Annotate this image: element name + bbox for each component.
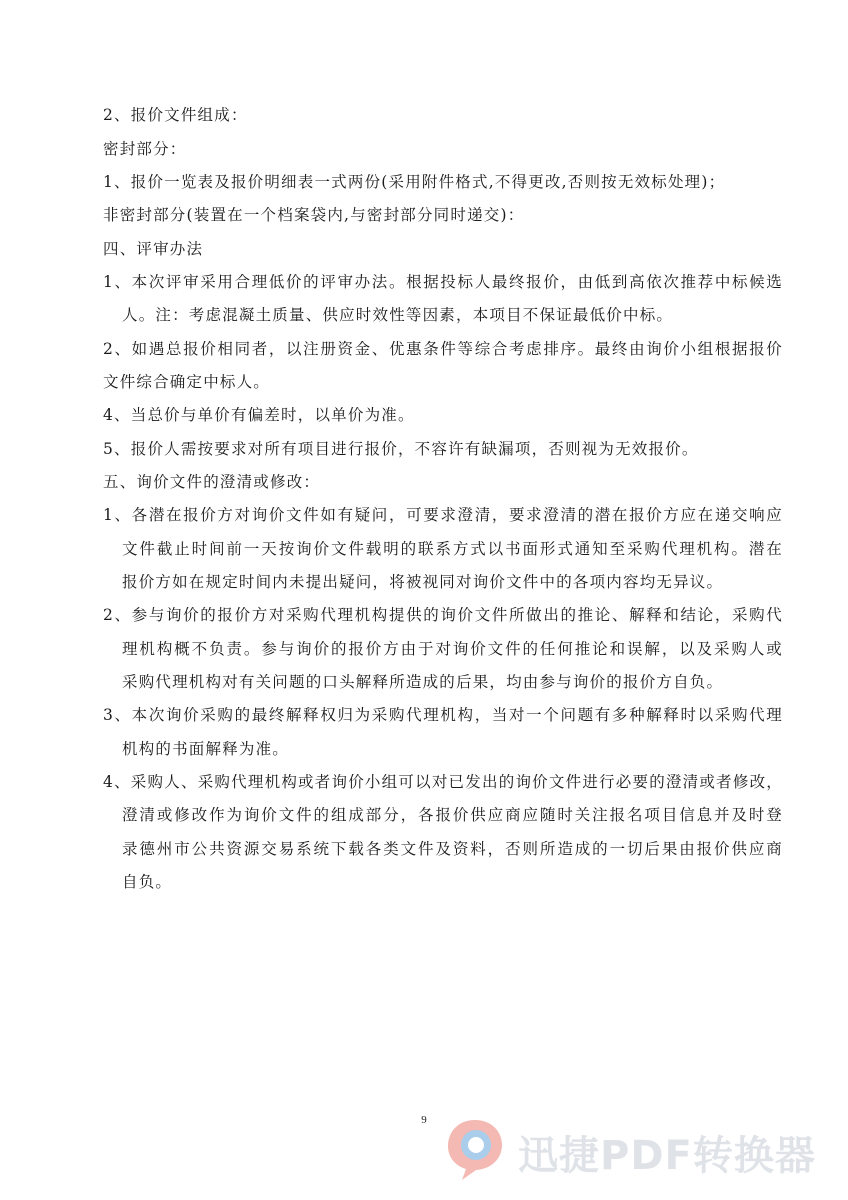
text-line: 1、本次评审采用合理低价的评审办法。根据投标人最终报价，由低到高依次推荐中标候选 [103,273,783,291]
text-line: 非密封部分(装置在一个档案袋内,与密封部分同时递交)： [103,206,525,224]
watermark [440,1114,840,1184]
text-line: 密封部分： [103,140,187,158]
xunjie-logo-icon [440,1114,510,1184]
text-line: 5、报价人需按要求对所有项目进行报价，不容许有缺漏项，否则视为无效报价。 [103,440,699,458]
text-line: 澄清或修改作为询价文件的组成部分，各报价供应商应随时关注报名项目信息并及时登 [122,806,783,824]
text-line: 2、报价文件组成： [103,106,248,124]
text-line: 1、各潜在报价方对询价文件如有疑问，可要求澄清，要求澄清的潜在报价方应在递交响应 [103,506,783,524]
section-heading: 五、询价文件的澄清或修改： [103,473,321,491]
text-line: 2、参与询价的报价方对采购代理机构提供的询价文件所做出的推论、解释和结论，采购代 [103,606,783,624]
text-line: 4、采购人、采购代理机构或者询价小组可以对已发出的询价文件进行必要的澄清或者修改， [103,773,783,791]
text-line: 1、报价一览表及报价明细表一式两份(采用附件格式,不得更改,否则按无效标处理)； [103,173,726,191]
text-line: 文件截止时间前一天按询价文件载明的联系方式以书面形式通知至采购代理机构。潜在 [122,540,783,558]
text-line: 4、当总价与单价有偏差时，以单价为准。 [103,406,415,424]
text-line: 报价方如在规定时间内未提出疑问，将被视同对询价文件中的各项内容均无异议。 [122,573,724,591]
text-line: 2、如遇总报价相同者，以注册资金、优惠条件等综合考虑排序。最终由询价小组根据报价 [103,340,783,358]
text-line: 3、本次询价采购的最终解释权归为采购代理机构，当对一个问题有多种解释时以采购代理 [103,706,783,724]
text-line: 理机构概不负责。参与询价的报价方由于对询价文件的任何推论和误解，以及采购人或 [122,640,783,658]
text-line: 文件综合确定中标人。 [103,373,271,391]
section-heading: 四、评审办法 [103,240,204,258]
text-line: 自负。 [122,873,173,891]
text-line: 人。注：考虑混凝土质量、供应时效性等因素，本项目不保证最低价中标。 [122,306,674,324]
page-number: 9 [421,1114,427,1126]
watermark-text: 迅捷PDF转换器 [518,1133,816,1179]
text-line: 录德州市公共资源交易系统下载各类文件及资料，否则所造成的一切后果由报价供应商 [122,840,783,858]
text-line: 机构的书面解释为准。 [122,740,290,758]
text-line: 采购代理机构对有关问题的口头解释所造成的后果，均由参与询价的报价方自负。 [122,673,724,691]
